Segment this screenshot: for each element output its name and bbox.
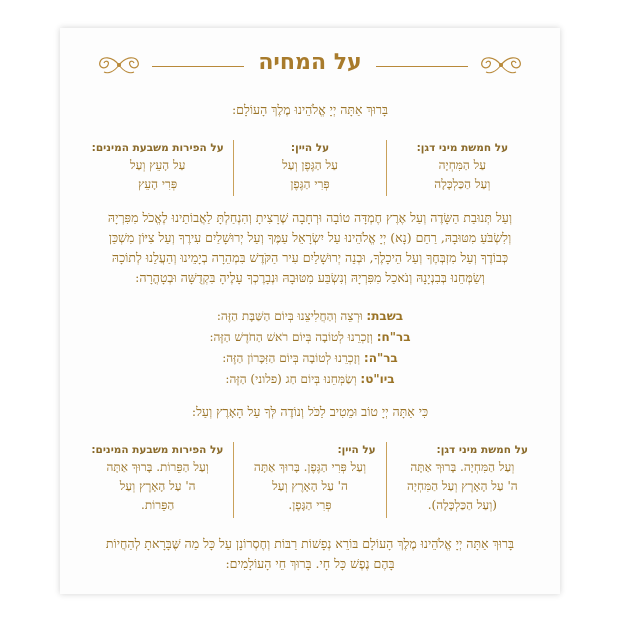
special-day-label: בשבת: [366,309,404,323]
column-line: פְּרִי הַגָּפֶן. [288,498,332,512]
column-divider [386,442,387,518]
column-line: וְעַל הַכַּלְכָּלָה [434,177,491,191]
top-column-wine [240,140,379,196]
blessing-card [60,28,560,594]
final-blessing [98,534,522,574]
top-column-fruits [88,140,227,196]
column-header: על חמשת מיני דגן: [416,142,509,154]
column-line: פְּרִי הַגֶּפֶן [290,177,330,191]
flourish-ornament-icon [88,52,150,78]
bottom-column-wine [240,442,379,518]
bottom-column-grains [393,442,532,518]
column-line: עַל הָעֵץ וְעַל [129,158,186,172]
column-line: (וְעַל הַכַּלְכָּלָה). [427,498,497,512]
bottom-column-fruits [88,442,227,518]
column-line: ה' עַל הָאָרֶץ וְעַל [272,479,348,493]
special-day-label: בר"ח: [376,330,411,344]
column-line: וְעַל הַפֵּרוֹת. בָּרוּךְ אַתָּה [106,460,209,474]
special-day-label: בר"ה: [363,351,398,365]
special-day-line [100,327,520,348]
paragraph-line: וְשַׂמְּחֵנוּ בְּבִנְיָנָהּ וְנֹאכַל מִפִּרְיָהּ וְנִשְׂבַּע מִטּוּבָהּ וּנְבָרֶכְךָ עָלֶיהָ בִּקְדֻשָּׁה וּבְטָהֳרָה: [135,270,485,285]
special-day-text: וּרְצֵה וְהַחֲלִיצֵנוּ בְּיוֹם הַשַּׁבָּת הַזֶּה: [216,309,363,323]
title-rule-left [152,66,244,67]
special-days [100,306,520,390]
column-divider [386,140,387,196]
special-day-label: ביו"ט: [360,372,395,386]
paragraph-line: בָּהֶם נֶפֶשׁ כָּל חָי. בָּרוּךְ חֵי הָעוֹלָמִים: [225,556,395,571]
special-day-text: וְשַׂמְּחֵנוּ בְּיוֹם חַג (פלוני) הַזֶּה: [225,372,357,386]
column-line: פְּרִי הָעֵץ [138,177,178,191]
page-title: על המחיה [258,50,362,75]
closing-line: כִּי אַתָּה יְיָ טוֹב וּמֵטִיב לַכֹּל וְנוֹדֶה לְּךָ עַל הָאָרֶץ וְעַל: [191,404,429,419]
top-columns [88,140,532,196]
column-header: על היין: [290,142,330,154]
main-paragraph [98,208,522,288]
column-line: וְעַל פְּרִי הַגֶּפֶן. בָּרוּךְ אַתָּה [253,460,367,474]
opening-blessing: בָּרוּךְ אַתָּה יְיָ אֱלֹהֵינוּ מֶלֶךְ הָעוֹלָם: [231,102,389,117]
special-day-line [100,348,520,369]
column-header: על הפירות משבעת המינים: [91,142,224,154]
column-header: על הפירות משבעת המינים: [91,444,224,456]
column-line: עַל הַמִּחְיָה [438,158,487,172]
column-line: עַל הַגֶּפֶן וְעַל [282,158,338,172]
column-header: על היין: [337,444,376,456]
column-divider [233,140,234,196]
title-row [60,46,560,86]
column-line: וְעַל הַמִּחְיָה. בָּרוּךְ אַתָּה [410,460,515,474]
paragraph-line: בָּרוּךְ אַתָּה יְיָ אֱלֹהֵינוּ מֶלֶךְ הָעוֹלָם בּוֹרֵא נְפָשׁוֹת רַבּוֹת וְחֶסְרוֹנָן עַל כָּל מַה שֶּׁבָּרָאתָ לְהַחֲיוֹת [105,536,515,551]
special-day-text: וְזָכְרֵנוּ לְטוֹבָה בְּיוֹם רֹאשׁ הַחֹדֶשׁ הַזֶּה: [209,330,373,344]
column-line: ה' עַל הָאָרֶץ וְעַל הַמִּחְיָה [406,479,518,493]
column-divider [233,442,234,518]
special-day-text: וְזָכְרֵנוּ לְטוֹבָה בְּיוֹם הַזִּכָּרוֹן הַזֶּה: [222,351,361,365]
paragraph-line: וְעַל תְּנוּבַת הַשָּׂדֶה וְעַל אֶרֶץ חֶמְדָּה טוֹבָה וּרְחָבָה שֶׁרָצִיתָ וְהִנְחַלְתָּ לַאֲבוֹתֵינוּ לֶאֱכֹל מִפִּרְיָהּ [107,210,513,225]
bottom-columns [88,442,532,518]
column-line: הַפֵּרוֹת. [141,498,175,512]
special-day-line [100,306,520,327]
paragraph-line: כְּבוֹדֶךָ וְעַל מִזְבְּחֶךָ וְעַל הֵיכָלֶךָ, וּבְנֵה יְרוּשָׁלַיִם עִיר הַקֹּדֶשׁ בִּמְהֵרָה בְיָמֵינוּ וְהַעֲלֵנוּ לְתוֹכָהּ [111,250,509,265]
special-day-line [100,369,520,390]
column-header: על חמשת מיני דגן: [436,444,528,456]
paragraph-line: וְלִשְׂבֹּעַ מִטּוּבָהּ, רַחֵם (נָא) יְיָ אֱלֹהֵינוּ עַל יִשְׂרָאֵל עַמֶּךָ וְעַל יְרוּשָׁלַיִם עִירֶךָ וְעַל צִיּוֹן מִשְׁכַּן [108,230,512,245]
column-line: ה' עַל הָאָרֶץ וְעַל [119,479,196,493]
top-column-grains [393,140,532,196]
